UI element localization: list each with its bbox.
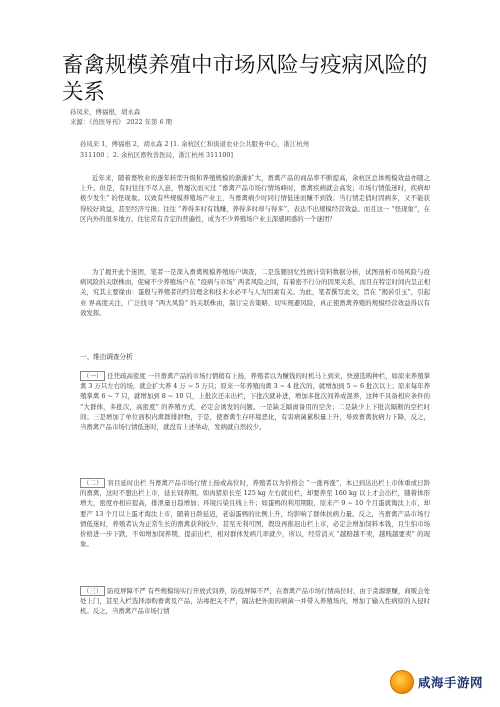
intro-paragraph-1: 近年来，随着畜牧业的逐年转型升级和养殖规模的渐渐扩大，畜禽产品的商品率不断提高，余杭区总体规模效益亦随之上升。但是，有时往往不尽人意，曾屡次而灭过 “畜禽产品市场行情场峰时，畜禽疾病就会高发；市场行情低迷时，疾病却极少发生” 的怪现象。以致有些规模养殖场产业主，当畜禽病少时同行情低迷而赚不到钱；当行情走俏时因病多，又不能获得较好效益，甚至经济亏损；往往 “养得多时有钱赚，养得多时却与得多”，表达不出规模经营效益。而且这一 “怪现象”，在区内外的很多地方，往往常有肯定的普遍性，成为不少养殖场户业主深感困惑的一个谜团？ [80, 174, 430, 223]
watermark-text: 咸海手游网 [418, 675, 484, 690]
item-tag: （一） [80, 371, 105, 381]
affiliation-line-2: 311100 ；2. 余杭区畜牧兽医局，浙江杭州 311100] [80, 151, 233, 159]
item-1 [80, 371, 430, 436]
item-text: 防疫屏障不严 有些规模场实行开放式饲养，防疫屏障不严，在畜禽产品市场行情高位时，由于贪源驱赚，商贩会处处上门，甚至入栏选择添购畜禽及产品，沾毒把关不严，隔沾把外面的病菌一并带入养殖场内，增加了输入性病原的入侵时机。反之，当畜禽产品市场行情 [80, 587, 431, 616]
intro-section [80, 173, 430, 228]
affiliation-line-1: 孙凤来 1，傅福根 2，胡永森 2 [1. 余杭区仁和街道农业公共服务中心，浙江杭州 [80, 140, 310, 148]
paper-title: 畜禽规模养殖中市场风险与疫病风险的关系 [62, 53, 428, 105]
intro-section-2 [80, 267, 430, 322]
intro-paragraph-2: 为了揭开此个迷团，笔者一是深入畜禽规模养殖场户调查，二是选题回忆性统计资料数据分析，试图剖析市场风险与疫病风险的关联株由，促窥不少养殖场户在 “疫病与市场” 两者风险之间，有着密不行分的因果关系，而且在特定时间内呈正相关，究其主要缘由：蛋殷与养殖者的经营理念和技术水必平与人为因素有关。为此，笔者撰写此文，旨在 “揭砖引玉”，引起业 界高度关注，广泛找寻 “两大风险” 的关联株由，制订完善策略，切实规避风险，真正使畜禽养殖的规模经营效益得以有效发挥。 [80, 268, 430, 317]
item-3 [80, 586, 430, 621]
item-text: 盲目延时出栏 当畜禽产品市场行情上扬或高位时，养殖者以为价格会 “一涨再涨”，本已到达出栏上市体重或日龄的畜禽，这时不想出栏上市，延长饲养期。如肉猪原长至 125 kg 左右就出栏，却要养至 160 kg 以上才会出栏，随着体形增大，密度亦相应提高，排泄量日趋增加；环境污染且线上升；如蛋鸭的利用期限，原来产 9 ~ 10 个月蛋就淘汰上市，却要产 13 个月以上蛋才淘汰上市，随着日龄延迟，老弱蛋鸭的比例上升，均影响了群体抗病力量。反之，当畜禽产品市场行情低迷时，养殖者认为正常生长的畜禽获利较少，甚至无利可图，假设再推迟出栏上市，必定会增加饲料本钱，且生怕市场价格进一步下跌，不如增加饲养期，提前出栏，相对群体发病几率就少，所以，经常消灭 “越赔越不卖，越贱越要卖” 的现象。 [80, 479, 430, 549]
item-text: 任凭疏高密度 一旦畜禽产品的市场行情稍有上扬，养殖者以为赚钱的时机马上到来，快速选购种栏，如原来养殖掌禽 3 万只左右的场，就会扩大养 4 万 ~ 5 万只；原来一年养殖肉禽 3 ~ 4 批次的，就增加到 5 ~ 6 批次以上；原来每年养殖掌禽 6 ~ 7 只，就增加到 8 ~ 10 只，上批次还未出栏，下批次就补进，增加多批次间养成混养，这种不具备相应条件的 “大群体，多批次，高密度” 的养殖方式，必定会诱发的问题。一是缺乏隔离备用的空舍；二是缺少上下批次隔断的空栏时间；三是增加了单位面积内禽群排泄物，于是，使畜禽生存环境恶化，有害病菌累积量上升，导致畜禽抗病力下降，反之，当畜禽产品市场行情低迷时，就没有上述举动，发病就自然较少。 [80, 372, 431, 432]
item-2 [80, 478, 430, 553]
source-info: 来源：《兽医导刊》 2022 年第 6 期 [70, 118, 172, 126]
item-tag: （三） [80, 586, 105, 596]
site-watermark [390, 667, 490, 697]
author-list: 孙凤来，傅福根，胡永森 [70, 108, 141, 116]
watermark-logo-icon [390, 670, 414, 694]
item-tag: （二） [80, 478, 105, 488]
section-heading: 一、维由调查分析 [80, 353, 133, 361]
